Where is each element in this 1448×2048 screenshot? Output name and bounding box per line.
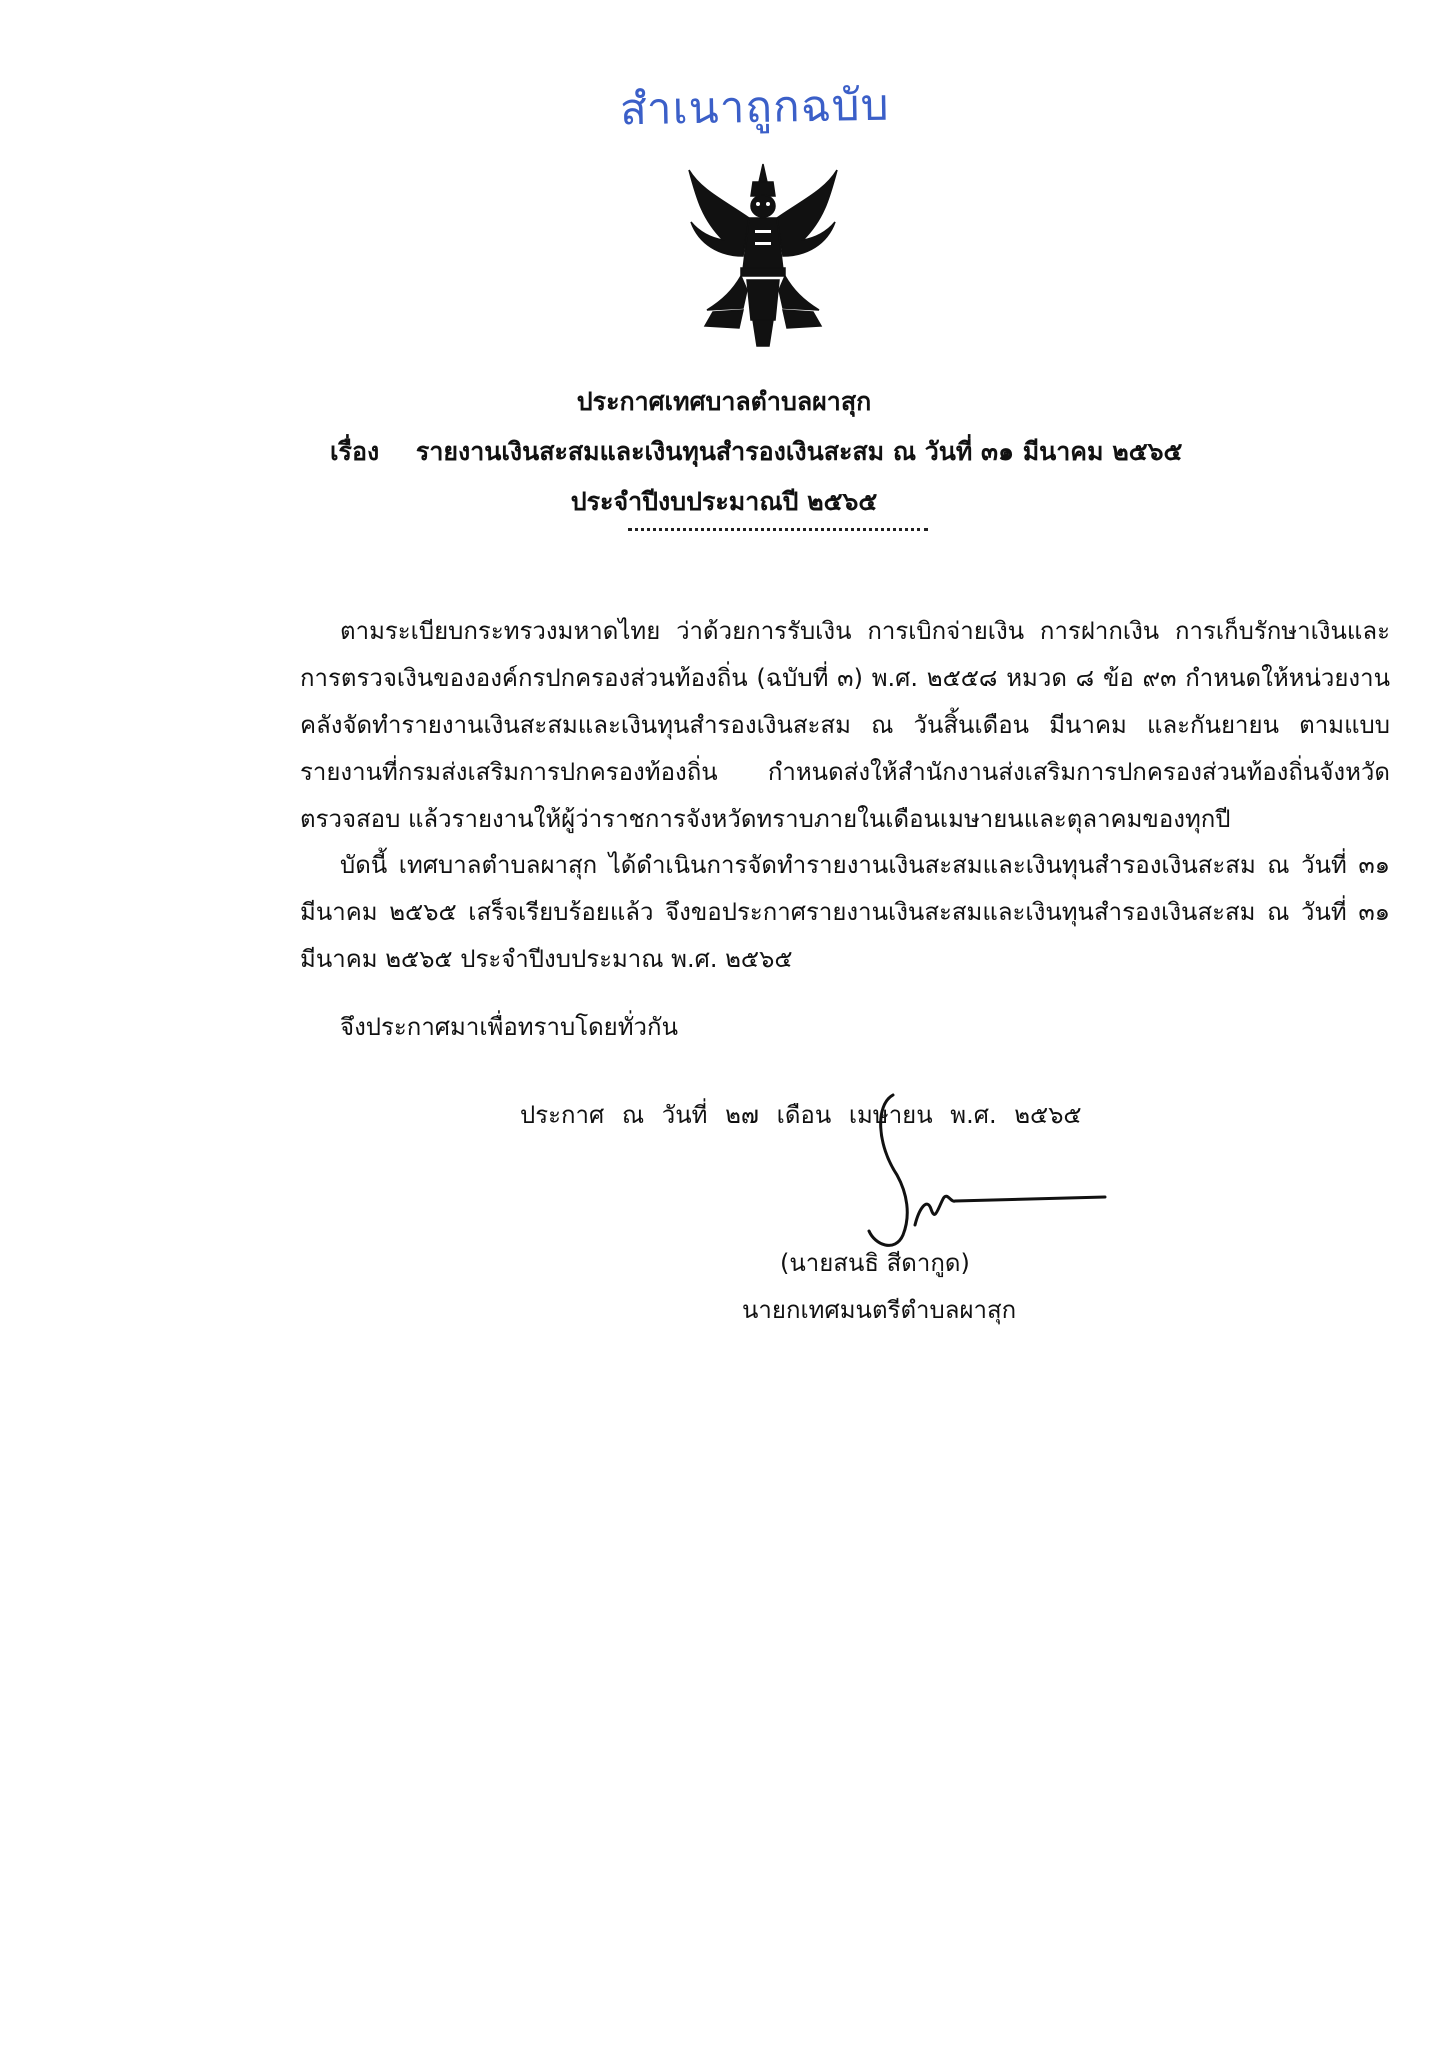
announcement-title: ประกาศเทศบาลตำบลผาสุก: [576, 387, 872, 416]
paragraph-announcement: [300, 1004, 1390, 1051]
fiscal-year-line: ประจำปีงบประมาณปี ๒๕๖๕: [570, 487, 878, 516]
paragraph-regulation-text: ตามระเบียบกระทรวงมหาดไทย ว่าด้วยการรับเงิน การเบิกจ่ายเงิน การฝากเงิน การเก็บรักษาเงินและการตรวจเงินขององค์กรปกครองส่วนท้องถิ่น (ฉบับที่ ๓) พ.ศ. ๒๕๕๘ หมวด ๘ ข้อ ๙๓ กำหนดให้หน่วยงานคลังจัดทำรายงานเงินสะสมและเงินทุนสำรองเงินสะสม ณ วันสิ้นเดือน มีนาคม และกันยายน ตามแบบรายงานที่กรมส่งเสริมการปกครองท้องถิ่น กำหนดส่งให้สำนักงานส่งเสริมการปกครองส่วนท้องถิ่นจังหวัดตรวจสอบ แล้วรายงานให้ผู้ว่าราชการจังหวัดทราบภายในเดือนเมษายนและตุลาคมของทุกปี: [300, 617, 1391, 833]
dotted-divider: [628, 528, 928, 531]
signer-title: นายกเทศมนตรีตำบลผาสุก: [742, 1296, 1017, 1324]
subject-text: รายงานเงินสะสมและเงินทุนสำรองเงินสะสม ณ วันที่ ๓๑ มีนาคม ๒๕๖๕: [415, 437, 1183, 466]
garuda-emblem-icon: [683, 160, 843, 350]
signer-name: (นายสนธิ สีดากูด): [780, 1249, 970, 1277]
announcement-date: ประกาศ ณ วันที่ ๒๗ เดือน เมษายน พ.ศ. ๒๕๖๕: [520, 1101, 1082, 1129]
paragraph-completion: [300, 842, 1390, 983]
subject-label: เรื่อง: [330, 437, 380, 466]
announcement-subject-line: [330, 432, 1182, 472]
handwritten-signature: [815, 1085, 1115, 1255]
paragraph-announcement-text: จึงประกาศมาเพื่อทราบโดยทั่วกัน: [340, 1013, 678, 1041]
paragraph-completion-text: บัดนี้ เทศบาลตำบลผาสุก ได้ดำเนินการจัดทำรายงานเงินสะสมและเงินทุนสำรองเงินสะสม ณ วันที่ ๓๑ มีนาคม ๒๕๖๕ เสร็จเรียบร้อยแล้ว จึงขอประกาศรายงานเงินสะสมและเงินทุนสำรองเงินสะสม ณ วันที่ ๓๑ มีนาคม ๒๕๖๕ ประจำปีงบประมาณ พ.ศ. ๒๕๖๕: [300, 851, 1390, 973]
paragraph-regulation: [300, 608, 1390, 843]
certified-copy-stamp: สำเนาถูกฉบับ: [619, 79, 890, 136]
